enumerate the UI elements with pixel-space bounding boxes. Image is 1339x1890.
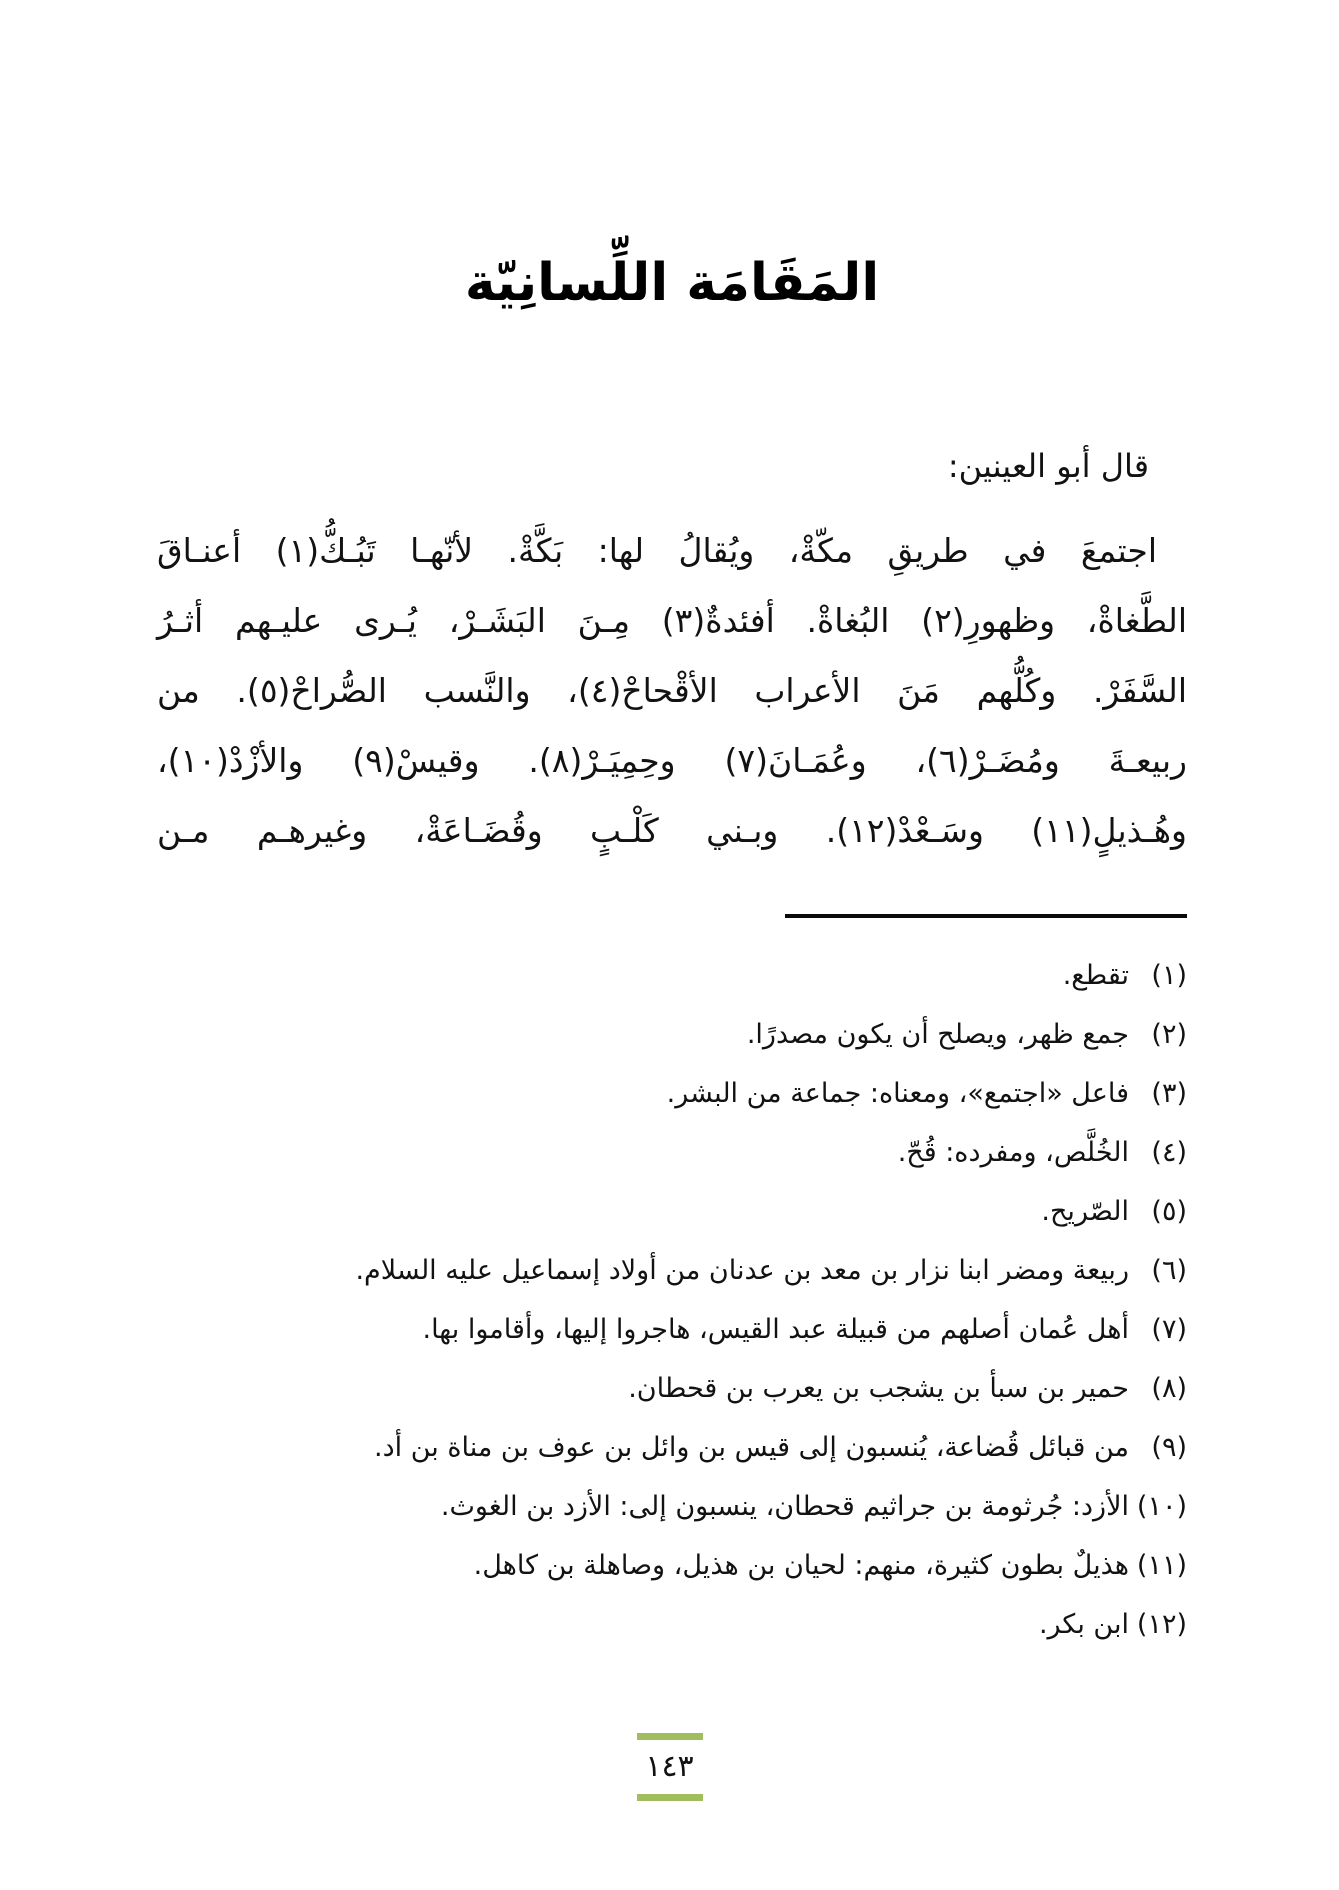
footnote-text: جمع ظهر، ويصلح أن يكون مصدرًا. (746, 1019, 1129, 1050)
footnotes-list (157, 958, 1187, 1642)
footnote-text: الخُلَّص، ومفرده: قُحّ. (897, 1137, 1129, 1168)
footnote-number: (٣) (1151, 1078, 1187, 1109)
footnote-number: (٧) (1151, 1314, 1187, 1345)
body-line: اجتمعَ في طريقِ مكّةْ، ويُقالُ لها: بَكَّةْ. لأنّهـا تَبُـكُّ(١) أعنـاقَ (157, 531, 1157, 570)
footnote-item (157, 1253, 1187, 1288)
footnote-item (157, 1135, 1187, 1170)
footnote-number: (٢) (1151, 1019, 1187, 1050)
footnote-separator-rule (785, 914, 1187, 918)
footnote-number: (٥) (1151, 1196, 1187, 1227)
page-number-bottom-rule (637, 1794, 703, 1801)
footnote-item (157, 1017, 1187, 1052)
body-line: وهُـذيلٍ(١١) وسَـعْدْ(١٢). وبـني كَلْـبٍ وقُضَـاعَةْ، وغيرهـم مـن (157, 811, 1187, 850)
footnote-number: (١١) (1136, 1550, 1187, 1581)
footnote-item (157, 1194, 1187, 1229)
footnote-text: الصّريح. (1041, 1196, 1129, 1227)
page-number-block (0, 1733, 1339, 1801)
footnote-text: أهل عُمان أصلهم من قبيلة عبد القيس، هاجروا إليها، وأقاموا بها. (422, 1314, 1129, 1345)
footnote-item (157, 1607, 1187, 1642)
footnote-number: (١٢) (1136, 1609, 1187, 1640)
body-line: ربيعـةَ ومُضَـرْ(٦)، وعُمَـانَ(٧) وحِمِيَـرْ(٨). وقيسْ(٩) والأزْدْ(١٠)، (157, 741, 1187, 780)
footnote-text: حمير بن سبأ بن يشجب بن يعرب بن قحطان. (628, 1373, 1129, 1404)
footnote-text: تقطع. (1062, 960, 1129, 991)
body-line: الطَّغاةْ، وظهورِ(٢) البُغاةْ. أفئدةٌ(٣) مِـنَ البَشَـرْ، يُـرى عليـهم أثـرُ (157, 601, 1188, 640)
footnote-item (157, 1371, 1187, 1406)
footnote-number: (٤) (1151, 1137, 1187, 1168)
footnote-text: الأزد: جُرثومة بن جراثيم قحطان، ينسبون إلى: الأزد بن الغوث. (440, 1491, 1129, 1522)
footnote-item (157, 1430, 1187, 1465)
footnote-item (157, 1312, 1187, 1347)
footnote-number: (٩) (1151, 1432, 1187, 1463)
footnote-item (157, 1076, 1187, 1111)
body-line: السَّفَرْ. وكُلُّهم مَنَ الأعراب الأقْحاحْ(٤)، والنَّسب الصُّراحْ(٥). من (157, 671, 1187, 710)
page-title: المَقَامَة اللِّسانِيّة (464, 253, 880, 313)
footnote-item (157, 1548, 1187, 1583)
footnote-item (157, 1489, 1187, 1524)
footnote-text: ربيعة ومضر ابنا نزار بن معد بن عدنان من أولاد إسماعيل عليه السلام. (355, 1255, 1129, 1286)
footnote-text: من قبائل قُضاعة، يُنسبون إلى قيس بن وائل بن عوف بن مناة بن أد. (374, 1432, 1129, 1463)
footnote-text: هذيلٌ بطون كثيرة، منهم: لحيان بن هذيل، وصاهلة بن كاهل. (473, 1550, 1129, 1581)
footnote-number: (٨) (1151, 1373, 1187, 1404)
page-number-top-rule (637, 1733, 703, 1740)
page-number: ١٤٣ (645, 1749, 694, 1784)
speaker-line: قال أبو العينين: (947, 447, 1149, 485)
body-paragraph (157, 516, 1187, 866)
footnote-number: (١٠) (1136, 1491, 1187, 1522)
footnote-item (157, 958, 1187, 993)
footnote-text: فاعل «اجتمع»، ومعناه: جماعة من البشر. (666, 1078, 1129, 1109)
footnote-number: (٦) (1151, 1255, 1187, 1286)
footnote-text: ابن بكر. (1038, 1609, 1129, 1640)
footnote-number: (١) (1151, 960, 1187, 991)
